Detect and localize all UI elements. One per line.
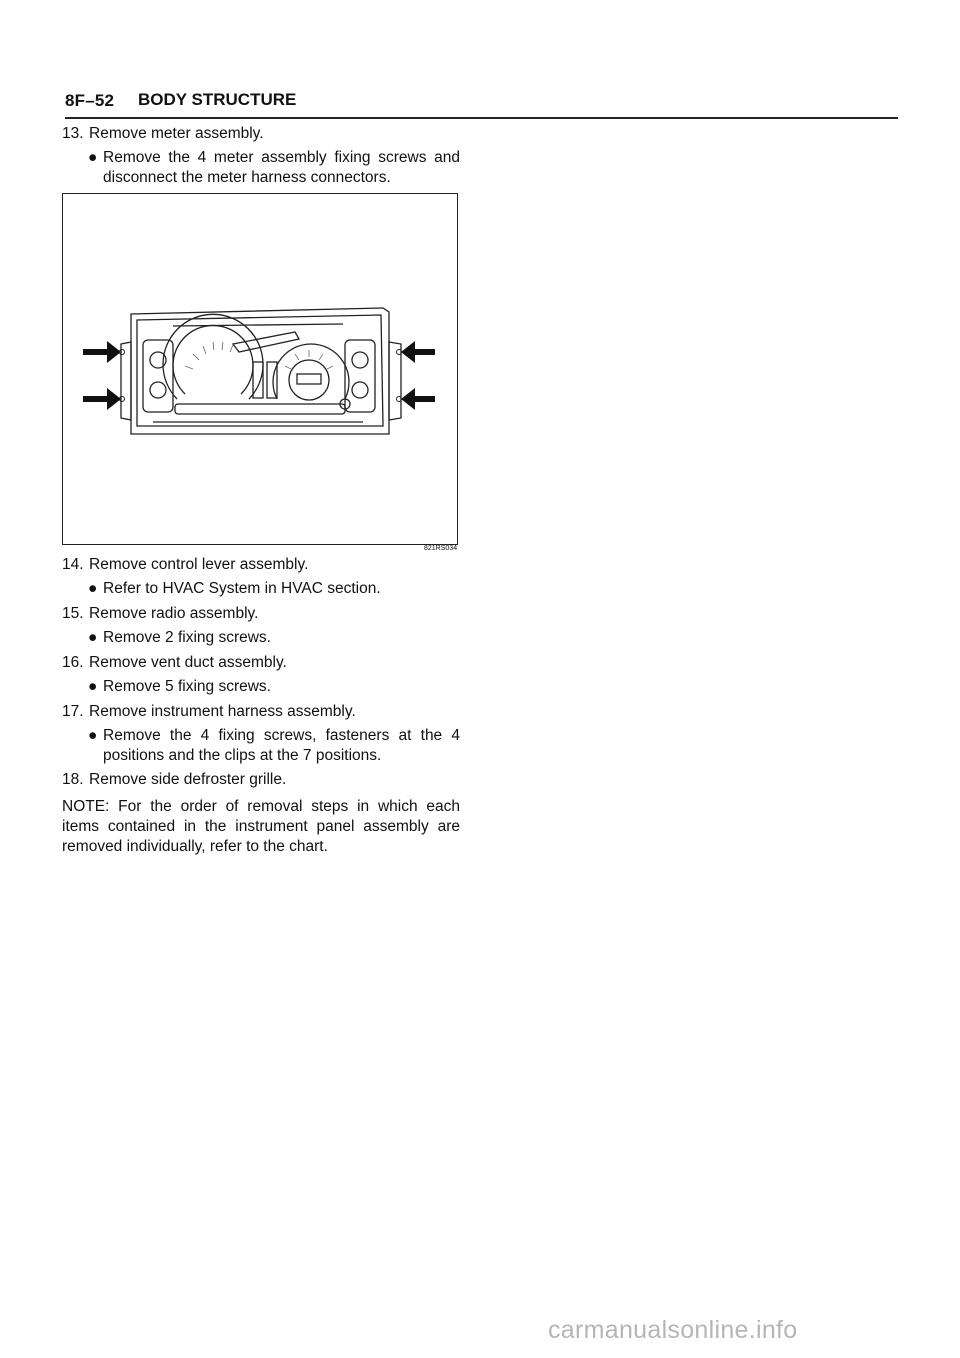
- page-header: [65, 89, 898, 119]
- step-text: Remove meter assembly.: [89, 125, 264, 142]
- steps-block: [62, 555, 460, 873]
- step-17: [62, 702, 460, 722]
- step-13-block: [62, 124, 460, 188]
- step-15: [62, 604, 460, 624]
- step-number: 14.: [62, 556, 84, 573]
- step-18: [62, 770, 460, 790]
- page-number: 8F–52: [65, 91, 115, 110]
- step-13-bullet: [62, 148, 460, 188]
- bullet-text: Remove the 4 meter assembly fixing screws and disconnect the meter harness connectors.: [103, 149, 460, 186]
- section-title: BODY STRUCTURE: [138, 90, 297, 109]
- bullet-icon: ●: [88, 149, 98, 166]
- step-text: Remove side defroster grille.: [89, 771, 287, 788]
- step-13: [62, 124, 460, 144]
- meter-assembly-illustration: [63, 194, 457, 544]
- bullet-text: Remove 2 fixing screws.: [103, 629, 271, 646]
- figure-code: 821RS034: [424, 545, 458, 552]
- step-text: Remove instrument harness assembly.: [89, 703, 356, 720]
- bullet-icon: ●: [88, 727, 98, 744]
- meter-assembly-figure: [62, 193, 458, 545]
- bullet-icon: ●: [88, 580, 98, 597]
- step-number: 15.: [62, 605, 84, 622]
- footer-watermark: carmanualsonline.info: [548, 1316, 798, 1344]
- step-text: Remove control lever assembly.: [89, 556, 309, 573]
- step-text: Remove radio assembly.: [89, 605, 259, 622]
- bullet-text: Refer to HVAC System in HVAC section.: [103, 580, 381, 597]
- step-14-bullet: [62, 579, 460, 599]
- bullet-text: Remove 5 fixing screws.: [103, 678, 271, 695]
- step-17-bullet: [62, 726, 460, 766]
- step-16-bullet: [62, 677, 460, 697]
- bullet-icon: ●: [88, 629, 98, 646]
- bullet-text: Remove the 4 fixing screws, fasteners at the 4 positions and the clips at the 7 positions.: [103, 727, 460, 764]
- step-number: 13.: [62, 125, 84, 142]
- note-paragraph: NOTE: For the order of removal steps in which each items contained in the instrument panel assembly are removed individually, refer to the chart.: [62, 798, 460, 855]
- step-number: 17.: [62, 703, 84, 720]
- step-number: 18.: [62, 771, 84, 788]
- step-16: [62, 653, 460, 673]
- step-number: 16.: [62, 654, 84, 671]
- step-14: [62, 555, 460, 575]
- step-text: Remove vent duct assembly.: [89, 654, 287, 671]
- step-15-bullet: [62, 628, 460, 648]
- bullet-icon: ●: [88, 678, 98, 695]
